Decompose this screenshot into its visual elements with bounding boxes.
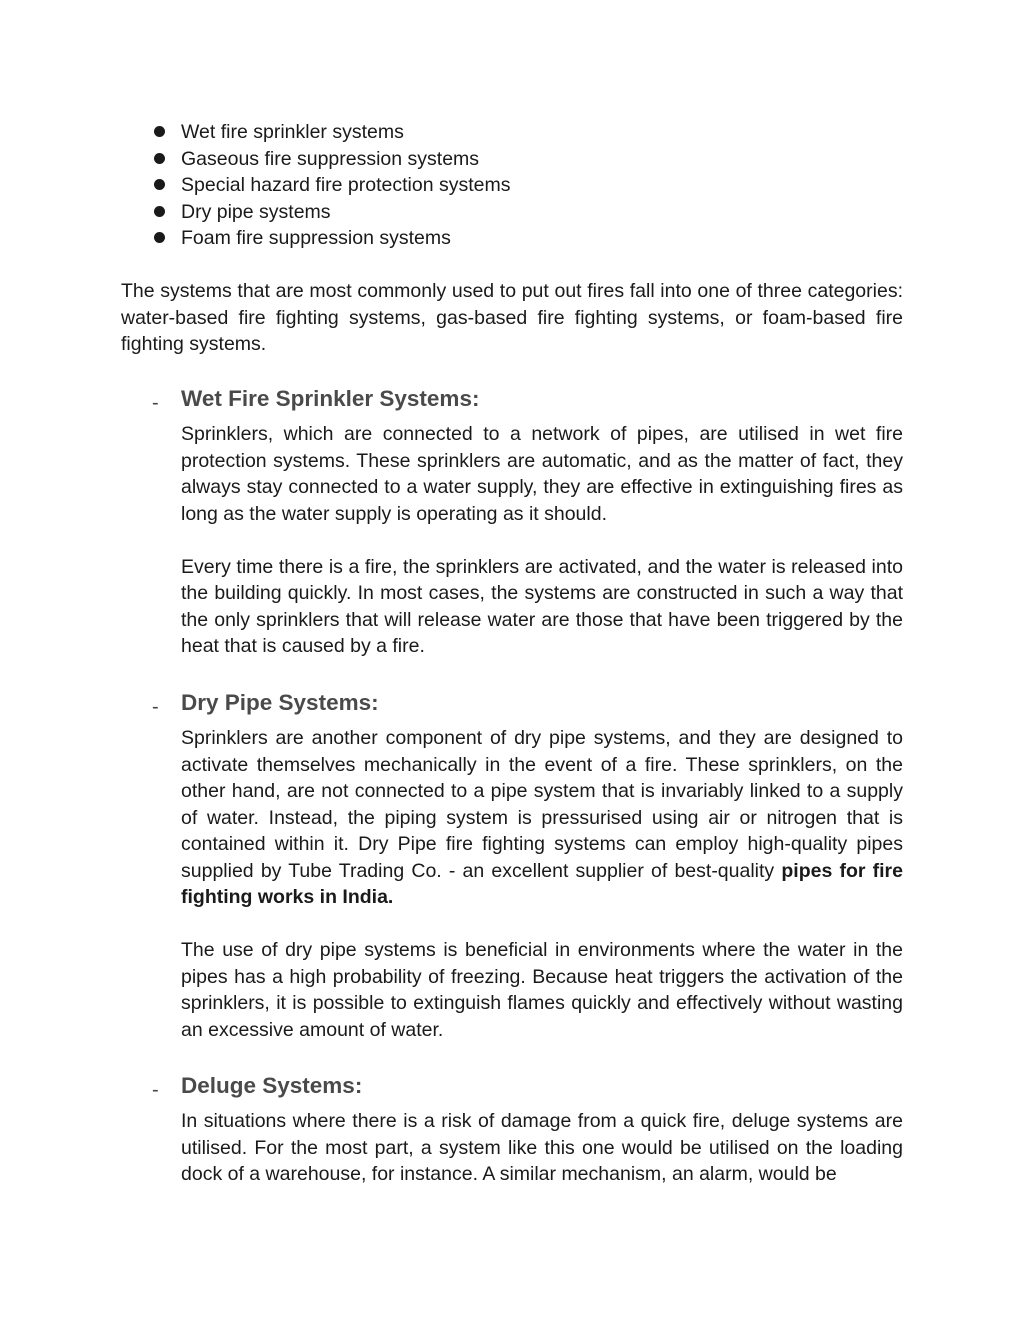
section-marker: - [152, 392, 159, 414]
bullet-icon [154, 179, 165, 190]
section-wet-fire-sprinkler [121, 384, 903, 660]
section-dry-pipe [121, 688, 903, 1043]
paragraph-text: Sprinklers are another component of dry pipe systems, and they are designed to activate themselves mechanically in the event of a fire. These sprinklers, on the other hand, are not connected to a pipe system that is invariably linked to a supply of water. Instead, the piping system is pressurised using air or nitrogen that is contained within it. Dry Pipe fire fighting systems can employ high-quality pipes supplied by Tube Trading Co. - an excellent supplier of best-quality [181, 727, 903, 882]
list-item-text: Dry pipe systems [181, 200, 331, 223]
list-item-text: Gaseous fire suppression systems [181, 147, 480, 170]
list-item-text: Foam fire suppression systems [181, 227, 451, 249]
section-heading: Wet Fire Sprinkler Systems: [181, 386, 480, 411]
bullet-icon [154, 126, 165, 137]
list-item-text: Wet fire sprinkler systems [181, 121, 404, 143]
section-paragraph: In situations where there is a risk of damage from a quick fire, deluge systems are utilised. For the most part, a system like this one would be utilised on the loading dock of a warehouse, for instance. A similar mechanism, an alarm, would be [181, 1110, 903, 1185]
list-item [121, 172, 903, 199]
list-item [121, 225, 903, 252]
section-heading: Deluge Systems: [181, 1073, 363, 1098]
section-marker: - [152, 696, 159, 718]
section-marker: - [152, 1079, 159, 1101]
list-item [121, 119, 903, 146]
list-item-text: Special hazard fire protection systems [181, 174, 511, 196]
section-deluge [121, 1071, 903, 1188]
emphasized-text: pipes for fire fighting works in India. [181, 859, 903, 908]
bullet-icon [154, 232, 165, 243]
section-heading: Dry Pipe Systems: [181, 690, 379, 715]
bullet-icon [154, 153, 165, 164]
system-types-list [121, 119, 903, 252]
section-paragraph [181, 725, 903, 911]
section-paragraph: The use of dry pipe systems is beneficial in environments where the water in the pipes has a high probability of freezing. Because heat triggers the activation of the sprinklers, it is possible to extinguish flames quickly and effectively without wasting an excessive amount of water. [181, 939, 903, 1041]
intro-paragraph: The systems that are most commonly used to put out fires fall into one of three categories: water-based fire fighting systems, gas-based fire fighting systems, or foam-based fire fighting systems. [121, 280, 903, 355]
bullet-icon [154, 206, 165, 217]
list-item [121, 199, 903, 226]
section-paragraph: Sprinklers, which are connected to a network of pipes, are utilised in wet fire protection systems. These sprinklers are automatic, and as the matter of fact, they always stay connected to a water supply, they are effective in extinguishing fires as long as the water supply is operating as it should. [181, 423, 903, 525]
section-paragraph: Every time there is a fire, the sprinklers are activated, and the water is released into the building quickly. In most cases, the systems are constructed in such a way that the only sprinklers that will release water are those that have been triggered by the heat that is caused by a fire. [181, 555, 903, 657]
list-item [121, 146, 903, 173]
